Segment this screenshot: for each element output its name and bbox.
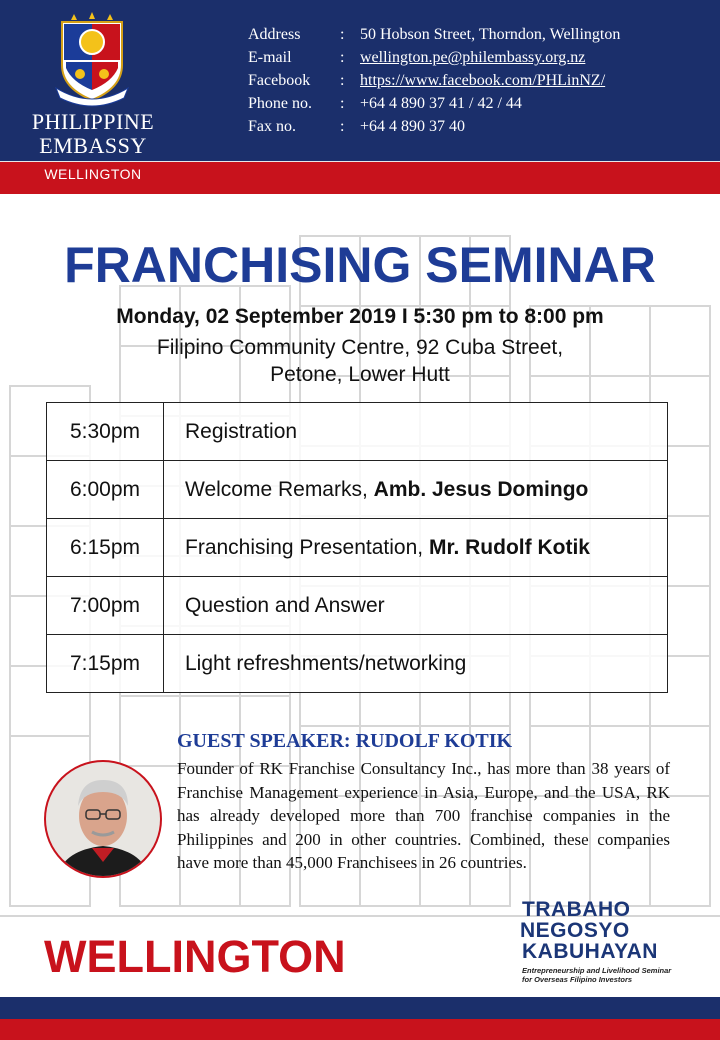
schedule-time: 5:30pm	[47, 403, 164, 461]
event-date: Monday, 02 September 2019 I 5:30 pm to 8:00 pm	[116, 305, 604, 328]
contact-label: Fax no.	[248, 118, 296, 135]
schedule-time: 6:15pm	[47, 519, 164, 577]
embassy-seal-icon	[52, 10, 132, 110]
logo-line3: KABUHAYAN	[522, 940, 658, 963]
speaker-photo	[42, 758, 164, 880]
contact-label: Phone no.	[248, 95, 312, 112]
schedule-person: Mr. Rudolf Kotik	[428, 535, 590, 559]
logo-line2: NEGOSYO	[520, 919, 630, 942]
contact-row-email	[248, 46, 620, 69]
schedule-time: 7:00pm	[47, 577, 164, 635]
schedule-item	[164, 461, 668, 519]
table-row	[47, 461, 668, 519]
logo-subtitle	[522, 966, 671, 984]
event-title: FRANCHISING SEMINAR	[64, 237, 656, 293]
embassy-city: WELLINGTON	[44, 166, 142, 182]
logo-subtitle-line1: Entrepreneurship and Livelihood Seminar	[522, 966, 672, 975]
schedule-time: 6:00pm	[47, 461, 164, 519]
schedule-item	[164, 577, 668, 635]
contact-separator: :	[340, 49, 345, 66]
schedule-person: Amb. Jesus Domingo	[373, 477, 589, 501]
embassy-name	[18, 110, 168, 158]
table-row	[47, 577, 668, 635]
speaker-bio: Founder of RK Franchise Consultancy Inc., has more than 38 years of Franchise Management experience in Asia, Europe, and the USA, RK has already developed more than 700 franchise companies in the Philippines and 200 in other countries. Combined, these companies have more than 45,000 Franchisees in 26 countries.	[177, 759, 670, 872]
schedule-item-text: Light refreshments/networking	[185, 651, 467, 675]
embassy-name-line1: PHILIPPINE	[31, 109, 155, 134]
contact-separator: :	[340, 118, 345, 135]
logo-line1: TRABAHO	[522, 898, 631, 921]
facebook-link[interactable]: https://www.facebook.com/PHLinNZ/	[360, 72, 606, 89]
embassy-name-line2: EMBASSY	[39, 133, 147, 158]
contact-row-phone	[248, 92, 620, 115]
contact-info	[248, 23, 620, 138]
event-venue	[0, 334, 720, 388]
logo-subtitle-line2: for Overseas Filipino Investors	[522, 975, 633, 984]
schedule-item-text: Registration	[185, 419, 298, 443]
table-row	[47, 403, 668, 461]
email-link[interactable]: wellington.pe@philembassy.org.nz	[360, 49, 586, 66]
contact-row-facebook	[248, 69, 620, 92]
contact-row-fax	[248, 115, 620, 138]
contact-separator: :	[340, 26, 345, 43]
table-row	[47, 635, 668, 693]
table-row	[47, 519, 668, 577]
contact-separator: :	[340, 72, 345, 89]
trabaho-negosyo-kabuhayan-logo	[520, 893, 700, 993]
city-label: WELLINGTON	[44, 931, 346, 982]
contact-label: E-mail	[248, 49, 292, 66]
speaker-heading: GUEST SPEAKER: RUDOLF KOTIK	[177, 730, 513, 752]
schedule-item	[164, 635, 668, 693]
footer-blue-band	[0, 997, 720, 1019]
schedule-item	[164, 519, 668, 577]
schedule-item	[164, 403, 668, 461]
contact-separator: :	[340, 95, 345, 112]
venue-line1: Filipino Community Centre, 92 Cuba Street,	[156, 336, 564, 359]
schedule-time: 7:15pm	[47, 635, 164, 693]
contact-label: Address	[248, 26, 301, 43]
schedule-item-text: Question and Answer	[185, 593, 385, 617]
phone-value: +64 4 890 37 41 / 42 / 44	[360, 95, 522, 112]
venue-line2: Petone, Lower Hutt	[270, 363, 450, 386]
fax-value: +64 4 890 37 40	[360, 118, 466, 135]
address-value: 50 Hobson Street, Thorndon, Wellington	[360, 26, 621, 43]
contact-label: Facebook	[248, 72, 311, 89]
schedule-table	[46, 402, 668, 693]
schedule-item-text: Franchising Presentation,	[185, 535, 429, 559]
footer-red-band	[0, 1019, 720, 1040]
schedule-item-text: Welcome Remarks,	[185, 477, 374, 501]
contact-row-address	[248, 23, 620, 46]
